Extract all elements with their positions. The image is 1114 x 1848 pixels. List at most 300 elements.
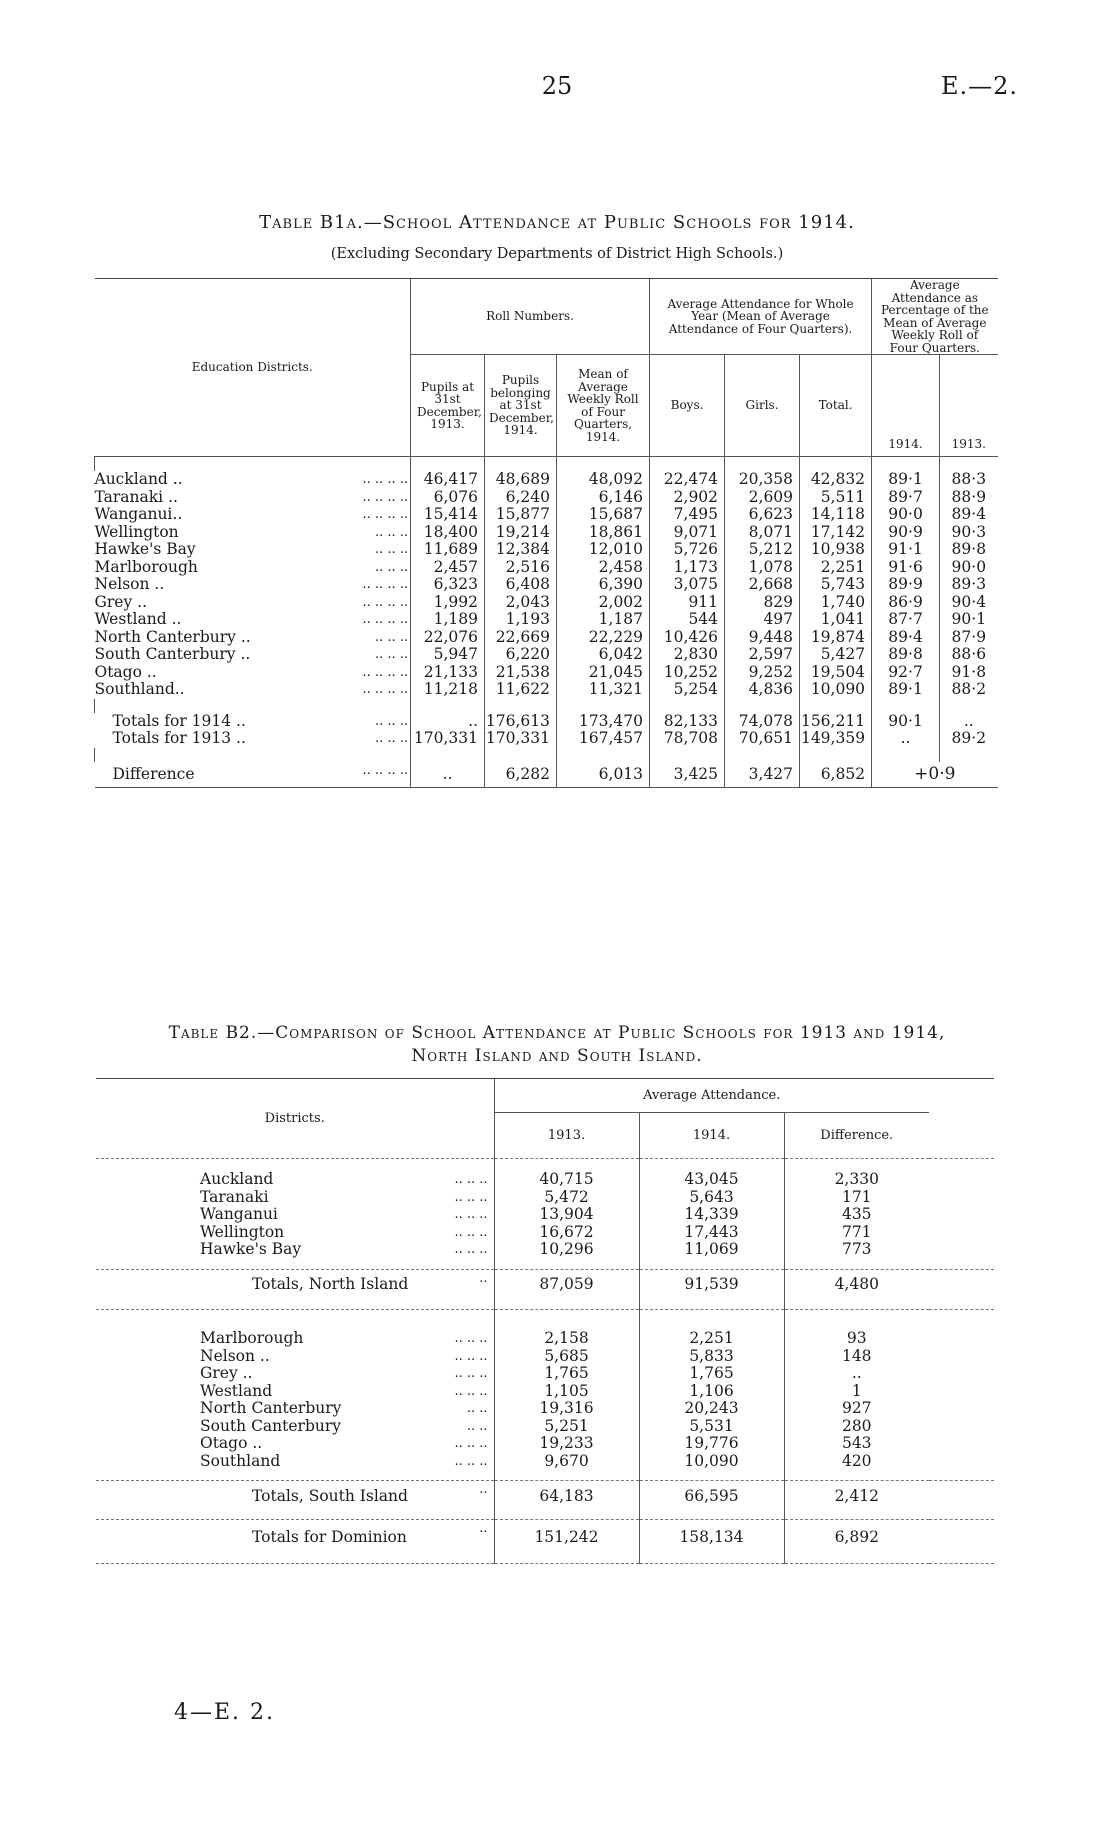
district-label: Otago .. — [94, 662, 157, 681]
district-name — [95, 541, 411, 559]
cell-pct1913: 88·9 — [940, 489, 998, 507]
district-label: Totals for Dominion — [252, 1527, 407, 1546]
cell-total: 2,251 — [800, 559, 872, 577]
table-row — [96, 1330, 994, 1348]
cell-diff: 6,892 — [784, 1519, 929, 1555]
cell-girls: 5,212 — [725, 541, 800, 559]
cell-girls: 74,078 — [725, 713, 800, 731]
cell-total: 5,427 — [800, 646, 872, 664]
cell-a1914: 20,243 — [639, 1400, 784, 1418]
cell-mean: 6,390 — [557, 576, 650, 594]
cell-total: 42,832 — [800, 471, 872, 489]
cell-diff: 435 — [784, 1206, 929, 1224]
cell-p1914: 6,240 — [485, 489, 557, 507]
cell-mean: 11,321 — [557, 681, 650, 699]
cell-diff: 543 — [784, 1435, 929, 1453]
cell-mean: 15,687 — [557, 506, 650, 524]
district-name — [96, 1224, 494, 1242]
district-label: Nelson .. — [200, 1346, 270, 1365]
district-name — [95, 762, 411, 788]
table-row — [95, 489, 998, 507]
leader-dots: .. .. .. — [374, 524, 408, 540]
district-label: Marlborough — [200, 1329, 304, 1347]
cell-diff: 771 — [784, 1224, 929, 1242]
b2-header-1914: 1914. — [639, 1113, 784, 1159]
cell-pct1913: 89·2 — [940, 730, 998, 748]
cell-pct1914: 91·6 — [872, 559, 940, 577]
cell-a1914: 43,045 — [639, 1171, 784, 1189]
dominion-total-row — [96, 1519, 994, 1555]
leader-dots: .. .. .. .. — [362, 682, 408, 697]
cell-boys: 10,252 — [650, 664, 725, 682]
cell-p1913: 46,417 — [411, 471, 485, 489]
cell-diff: 773 — [784, 1241, 929, 1259]
table-row — [96, 1383, 994, 1401]
leader-dots: .. .. .. — [454, 1453, 488, 1469]
table-row — [95, 524, 998, 542]
leader-dots: .. .. .. — [374, 542, 408, 557]
cell-p1913: 6,076 — [411, 489, 485, 507]
district-name — [95, 524, 411, 542]
cell-pct1914: 90·1 — [872, 713, 940, 731]
cell-total: 10,090 — [800, 681, 872, 699]
cell-boys: 82,133 — [650, 713, 725, 731]
table-row — [96, 1453, 994, 1471]
leader-dots: .. .. .. .. — [362, 612, 408, 627]
cell-a1914: 66,595 — [639, 1481, 784, 1513]
cell-p1914: 21,538 — [485, 664, 557, 682]
b2-header-1913: 1913. — [494, 1113, 639, 1159]
district-name — [95, 576, 411, 594]
table-row — [96, 1400, 994, 1418]
cell-mean: 173,470 — [557, 713, 650, 731]
leader-dots: .. .. .. .. — [362, 594, 408, 610]
leader-dots: .. .. .. — [454, 1189, 488, 1205]
cell-p1913: 15,414 — [411, 506, 485, 524]
cell-diff: 420 — [784, 1453, 929, 1471]
cell-total: 17,142 — [800, 524, 872, 542]
cell-p1914: 6,220 — [485, 646, 557, 664]
header-mean-roll: Mean of Average Weekly Roll of Four Quarters, 1914. — [557, 355, 650, 457]
district-label: Auckland — [200, 1170, 274, 1188]
cell-a1914: 11,069 — [639, 1241, 784, 1259]
cell-pct1913: 89·8 — [940, 541, 998, 559]
district-name — [95, 594, 411, 612]
spacer-row — [95, 699, 998, 713]
cell-mean: 6,042 — [557, 646, 650, 664]
cell-girls: 3,427 — [725, 762, 800, 788]
cell-a1913: 13,904 — [494, 1206, 639, 1224]
cell-mean: 2,458 — [557, 559, 650, 577]
cell-pct1914: 91·1 — [872, 541, 940, 559]
cell-girls: 70,651 — [725, 730, 800, 748]
leader-dots: .. .. .. — [374, 629, 408, 645]
header-pupils-1913: Pupils at 31st December, 1913. — [411, 355, 485, 457]
cell-total: 1,740 — [800, 594, 872, 612]
leader-dots: .. .. — [466, 1401, 488, 1416]
district-label: Taranaki .. — [94, 487, 178, 506]
cell-pct1914: 89·9 — [872, 576, 940, 594]
table-row — [95, 594, 998, 612]
cell-a1914: 91,539 — [639, 1269, 784, 1299]
cell-p1914: 1,193 — [485, 611, 557, 629]
cell-diff: 171 — [784, 1189, 929, 1207]
cell-p1913: .. — [411, 762, 485, 788]
district-name — [96, 1481, 494, 1513]
table-b1a-subtitle: (Excluding Secondary Departments of District High Schools.) — [330, 246, 784, 262]
cell-a1913: 1,765 — [494, 1365, 639, 1383]
table-b2 — [96, 1078, 994, 1564]
district-label: Hawke's Bay — [94, 540, 196, 558]
cell-boys: 3,425 — [650, 762, 725, 788]
district-label: Otago .. — [200, 1434, 263, 1452]
cell-pct1913: 90·0 — [940, 559, 998, 577]
table-row — [95, 471, 998, 489]
district-name — [96, 1330, 494, 1348]
cell-pct1914: 86·9 — [872, 594, 940, 612]
cell-boys: 9,071 — [650, 524, 725, 542]
district-label: Marlborough — [94, 557, 198, 576]
signature-mark: 4—E. 2. — [174, 1700, 276, 1725]
district-label: Wellington — [94, 522, 179, 541]
cell-pct1914: 89·7 — [872, 489, 940, 507]
cell-p1914: 48,689 — [485, 471, 557, 489]
leader-dots: .. .. .. — [454, 1242, 488, 1257]
cell-boys: 3,075 — [650, 576, 725, 594]
cell-p1913: 2,457 — [411, 559, 485, 577]
header-roll-numbers: Roll Numbers. — [411, 279, 650, 355]
cell-diff: 280 — [784, 1418, 929, 1436]
leader-dots: .. .. .. — [374, 713, 408, 729]
cell-total: 10,938 — [800, 541, 872, 559]
cell-pct1914: 89·8 — [872, 646, 940, 664]
cell-boys: 544 — [650, 611, 725, 629]
district-name — [95, 506, 411, 524]
page-number: 25 — [541, 72, 573, 100]
district-label: Grey .. — [94, 592, 148, 611]
table-b2-title — [0, 1022, 1114, 1068]
cell-p1913: 6,323 — [411, 576, 485, 594]
table-row — [95, 541, 998, 559]
cell-girls: 20,358 — [725, 471, 800, 489]
spacer-row — [96, 1555, 994, 1564]
cell-p1913: 11,218 — [411, 681, 485, 699]
cell-pct1914: 89·1 — [872, 471, 940, 489]
cell-p1913: 18,400 — [411, 524, 485, 542]
cell-a1914: 5,833 — [639, 1348, 784, 1366]
cell-pct1914: 92·7 — [872, 664, 940, 682]
cell-total: 1,041 — [800, 611, 872, 629]
cell-pct1913: 90·1 — [940, 611, 998, 629]
cell-diff: 93 — [784, 1330, 929, 1348]
cell-boys: 1,173 — [650, 559, 725, 577]
leader-dots: .. .. .. — [374, 647, 408, 662]
cell-mean: 21,045 — [557, 664, 650, 682]
district-name — [95, 471, 411, 489]
header-girls: Girls. — [725, 355, 800, 457]
cell-p1913: 22,076 — [411, 629, 485, 647]
district-name — [96, 1418, 494, 1436]
district-name — [95, 681, 411, 699]
table-row — [95, 506, 998, 524]
table-row — [96, 1365, 994, 1383]
cell-a1913: 64,183 — [494, 1481, 639, 1513]
table-row — [96, 1348, 994, 1366]
cell-pct1914: 90·0 — [872, 506, 940, 524]
cell-p1914: 2,043 — [485, 594, 557, 612]
table-row — [95, 559, 998, 577]
header-pupils-1914: Pupils belonging at 31st December, 1914. — [485, 355, 557, 457]
district-label: North Canterbury — [200, 1399, 342, 1417]
cell-boys: 10,426 — [650, 629, 725, 647]
table-row — [95, 611, 998, 629]
table-row — [96, 1206, 994, 1224]
cell-boys: 78,708 — [650, 730, 725, 748]
district-name — [96, 1435, 494, 1453]
district-name — [95, 713, 411, 731]
district-name — [96, 1400, 494, 1418]
district-name — [95, 730, 411, 748]
header-average-attendance: Average Attendance for Whole Year (Mean of Average Attendance of Four Quarters). — [650, 279, 872, 355]
leader-dots: .. .. .. .. — [362, 664, 408, 680]
cell-a1913: 19,316 — [494, 1400, 639, 1418]
cell-p1913: 1,992 — [411, 594, 485, 612]
totals-row — [95, 730, 998, 748]
spacer-row — [96, 1470, 994, 1481]
cell-mean: 18,861 — [557, 524, 650, 542]
table-row — [96, 1418, 994, 1436]
cell-a1913: 2,158 — [494, 1330, 639, 1348]
district-label: Southland.. — [94, 680, 185, 698]
cell-pct1914: .. — [872, 730, 940, 748]
cell-mean: 48,092 — [557, 471, 650, 489]
cell-a1913: 1,105 — [494, 1383, 639, 1401]
cell-p1914: 22,669 — [485, 629, 557, 647]
cell-girls: 9,448 — [725, 629, 800, 647]
cell-boys: 5,254 — [650, 681, 725, 699]
cell-pct1914: 90·9 — [872, 524, 940, 542]
cell-total: 19,504 — [800, 664, 872, 682]
cell-p1913: 11,689 — [411, 541, 485, 559]
cell-a1914: 14,339 — [639, 1206, 784, 1224]
cell-pct1914: 87·7 — [872, 611, 940, 629]
cell-p1914: 176,613 — [485, 713, 557, 731]
cell-boys: 2,902 — [650, 489, 725, 507]
spacer-row — [96, 1310, 994, 1331]
table-b1a-title: Table B1a.—School Attendance at Public Schools for 1914. — [259, 212, 855, 233]
cell-a1914: 10,090 — [639, 1453, 784, 1471]
cell-pct1913: 89·3 — [940, 576, 998, 594]
leader-dots: .. .. .. — [454, 1172, 488, 1187]
district-name — [96, 1206, 494, 1224]
cell-girls: 2,668 — [725, 576, 800, 594]
district-label: Westland .. — [94, 610, 182, 628]
cell-mean: 12,010 — [557, 541, 650, 559]
cell-p1914: 2,516 — [485, 559, 557, 577]
cell-a1914: 17,443 — [639, 1224, 784, 1242]
table-row — [95, 664, 998, 682]
cell-pct1913: 90·3 — [940, 524, 998, 542]
cell-a1914: 5,531 — [639, 1418, 784, 1436]
leader-dots: .. .. .. .. — [362, 762, 408, 778]
cell-girls: 6,623 — [725, 506, 800, 524]
district-label: Westland — [200, 1381, 273, 1400]
district-label: South Canterbury .. — [94, 645, 251, 663]
leader-dots: .. .. .. — [454, 1383, 488, 1399]
district-label: Grey .. — [200, 1364, 253, 1382]
district-name — [95, 611, 411, 629]
district-label: North Canterbury .. — [94, 627, 251, 646]
document-reference: E.—2. — [940, 72, 1018, 100]
cell-pct1913: 88·6 — [940, 646, 998, 664]
cell-p1914: 170,331 — [485, 730, 557, 748]
cell-boys: 7,495 — [650, 506, 725, 524]
district-name — [96, 1383, 494, 1401]
table-b1a — [94, 278, 998, 788]
cell-a1914: 1,106 — [639, 1383, 784, 1401]
cell-diff: 4,480 — [784, 1269, 929, 1299]
cell-p1913: .. — [411, 713, 485, 731]
table-row — [95, 681, 998, 699]
cell-total: 6,852 — [800, 762, 872, 788]
district-name — [96, 1189, 494, 1207]
district-name — [95, 664, 411, 682]
cell-p1914: 6,408 — [485, 576, 557, 594]
cell-pct1913: 88·3 — [940, 471, 998, 489]
district-label: Totals, North Island — [252, 1274, 409, 1293]
cell-total: 5,743 — [800, 576, 872, 594]
cell-a1914: 5,643 — [639, 1189, 784, 1207]
leader-dots: .. .. .. .. — [362, 577, 408, 592]
district-label: Totals, South Island — [252, 1487, 408, 1505]
district-label: Hawke's Bay — [200, 1240, 302, 1258]
cell-a1914: 158,134 — [639, 1519, 784, 1555]
cell-boys: 5,726 — [650, 541, 725, 559]
cell-pct1914: 89·1 — [872, 681, 940, 699]
header-pct-1914: 1914. — [872, 355, 940, 457]
header-pct-1913: 1913. — [940, 355, 998, 457]
cell-a1913: 151,242 — [494, 1519, 639, 1555]
cell-girls: 497 — [725, 611, 800, 629]
table-row — [96, 1171, 994, 1189]
cell-a1913: 40,715 — [494, 1171, 639, 1189]
cell-total: 156,211 — [800, 713, 872, 731]
district-name — [96, 1453, 494, 1471]
spacer-row — [95, 748, 998, 762]
district-name — [95, 646, 411, 664]
cell-diff: 927 — [784, 1400, 929, 1418]
cell-pct1913: 89·4 — [940, 506, 998, 524]
cell-pct1913: 88·2 — [940, 681, 998, 699]
district-label: Wanganui — [200, 1205, 278, 1223]
district-name — [96, 1519, 494, 1555]
cell-total: 149,359 — [800, 730, 872, 748]
cell-diff: 2,412 — [784, 1481, 929, 1513]
district-label: Totals for 1913 .. — [112, 729, 246, 747]
totals-row — [95, 713, 998, 731]
table-row — [96, 1241, 994, 1259]
cell-diff: 2,330 — [784, 1171, 929, 1189]
cell-pct1914: 89·4 — [872, 629, 940, 647]
district-label: Wanganui.. — [94, 505, 183, 523]
leader-dots: .. .. .. — [374, 559, 408, 575]
cell-a1913: 5,472 — [494, 1189, 639, 1207]
header-boys: Boys. — [650, 355, 725, 457]
district-name — [95, 559, 411, 577]
cell-a1913: 9,670 — [494, 1453, 639, 1471]
south-total-row — [96, 1481, 994, 1513]
header-education-districts: Education Districts. — [95, 279, 411, 457]
cell-p1914: 11,622 — [485, 681, 557, 699]
cell-p1913: 21,133 — [411, 664, 485, 682]
leader-dots: .. .. .. — [454, 1207, 488, 1222]
cell-a1913: 19,233 — [494, 1435, 639, 1453]
cell-mean: 6,146 — [557, 489, 650, 507]
district-label: Southland — [200, 1451, 281, 1470]
header-percentage: Average Attendance as Percentage of the Mean of Average Weekly Roll of Four Quarters. — [872, 279, 998, 355]
cell-diff: 1 — [784, 1383, 929, 1401]
cell-boys: 22,474 — [650, 471, 725, 489]
leader-dots: .. .. .. — [454, 1348, 488, 1364]
cell-mean: 2,002 — [557, 594, 650, 612]
b2-header-average-attendance: Average Attendance. — [494, 1079, 929, 1113]
cell-a1914: 2,251 — [639, 1330, 784, 1348]
cell-a1914: 1,765 — [639, 1365, 784, 1383]
district-name — [96, 1348, 494, 1366]
cell-p1913: 170,331 — [411, 730, 485, 748]
cell-p1913: 5,947 — [411, 646, 485, 664]
cell-mean: 22,229 — [557, 629, 650, 647]
district-name — [96, 1171, 494, 1189]
cell-total: 5,511 — [800, 489, 872, 507]
cell-pct1913: 87·9 — [940, 629, 998, 647]
cell-a1913: 5,685 — [494, 1348, 639, 1366]
district-label: Nelson .. — [94, 575, 165, 593]
leader-dots: .. .. .. .. — [362, 489, 408, 505]
cell-total: 19,874 — [800, 629, 872, 647]
table-row — [95, 646, 998, 664]
cell-girls: 2,597 — [725, 646, 800, 664]
cell-p1914: 19,214 — [485, 524, 557, 542]
b2-header-difference: Difference. — [784, 1113, 929, 1159]
spacer-row — [96, 1259, 994, 1270]
cell-mean: 1,187 — [557, 611, 650, 629]
north-total-row — [96, 1269, 994, 1299]
cell-a1913: 87,059 — [494, 1269, 639, 1299]
cell-diff: .. — [784, 1365, 929, 1383]
district-name — [96, 1269, 494, 1299]
district-label: Totals for 1914 .. — [112, 711, 246, 730]
leader-dots: .. .. .. .. — [362, 472, 408, 487]
leader-dots: .. .. .. — [454, 1331, 488, 1346]
spacer-row — [95, 457, 998, 472]
table-row — [96, 1189, 994, 1207]
district-label: Taranaki — [200, 1187, 269, 1206]
leader-dots: .. .. .. .. — [362, 507, 408, 522]
table-b2-title-line2: North Island and South Island. — [411, 1046, 703, 1066]
district-label: Difference — [112, 764, 195, 783]
table-row — [95, 576, 998, 594]
cell-p1914: 12,384 — [485, 541, 557, 559]
leader-dots: .. — [479, 1482, 488, 1497]
leader-dots: .. .. .. — [374, 731, 408, 746]
cell-p1914: 6,282 — [485, 762, 557, 788]
cell-total: 14,118 — [800, 506, 872, 524]
difference-row — [95, 762, 998, 788]
cell-boys: 911 — [650, 594, 725, 612]
district-name — [95, 489, 411, 507]
cell-a1913: 10,296 — [494, 1241, 639, 1259]
